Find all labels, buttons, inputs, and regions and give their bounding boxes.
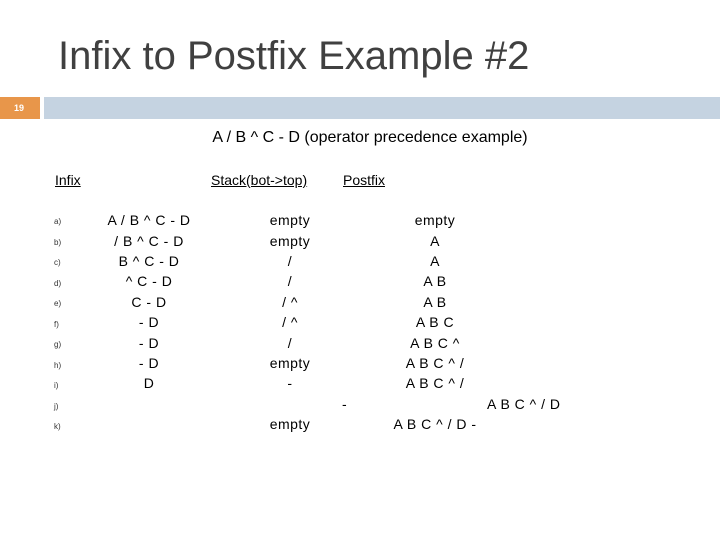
infix-cell: - D — [138, 314, 160, 330]
infix-cell: - D — [138, 355, 160, 371]
infix-cell: / B ^ C - D — [114, 233, 184, 249]
slide-title: Infix to Postfix Example #2 — [58, 34, 530, 78]
title-divider-bar — [0, 97, 720, 119]
stack-cell: - — [287, 375, 293, 391]
infix-cell: C - D — [131, 294, 167, 310]
row-label: b) — [54, 238, 62, 247]
row-label: c) — [54, 258, 61, 267]
row-label: f) — [54, 320, 59, 329]
slide-number: 19 — [14, 103, 25, 113]
infix-column-header: Infix — [55, 172, 81, 188]
postfix-cell: A B C ^ / — [405, 375, 465, 391]
postfix-cell: A — [430, 253, 440, 269]
stack-cell: - — [342, 396, 348, 412]
row-label: j) — [54, 402, 59, 411]
stack-cell: / — [287, 253, 293, 269]
postfix-column-header: Postfix — [343, 172, 386, 188]
divider-line — [44, 97, 720, 119]
infix-cell: A / B ^ C - D — [107, 212, 191, 228]
postfix-cell: empty — [414, 212, 456, 228]
row-label: h) — [54, 361, 62, 370]
postfix-cell: A B C ^ / D — [487, 396, 561, 412]
row-label: i) — [54, 381, 59, 390]
infix-cell: D — [143, 375, 155, 391]
row-label: a) — [54, 217, 62, 226]
infix-cell: - D — [138, 335, 160, 351]
stack-cell: empty — [269, 416, 311, 432]
row-label: g) — [54, 340, 62, 349]
stack-cell: empty — [269, 355, 311, 371]
example-expression: A / B ^ C - D (operator precedence example) — [212, 129, 528, 146]
postfix-cell: A B C ^ / D - — [393, 416, 477, 432]
stack-cell: empty — [269, 233, 311, 249]
row-label: e) — [54, 299, 62, 308]
postfix-cell: A B C ^ / — [405, 355, 465, 371]
postfix-cell: A B — [423, 294, 447, 310]
slide-number-badge — [0, 97, 40, 119]
postfix-cell: A — [430, 233, 440, 249]
infix-cell: ^ C - D — [125, 273, 173, 289]
postfix-cell: A B — [423, 273, 447, 289]
stack-cell: / — [287, 335, 293, 351]
row-label: d) — [54, 279, 62, 288]
stack-cell: / ^ — [282, 294, 298, 310]
stack-cell: / ^ — [282, 314, 298, 330]
stack-column-header: Stack(bot->top) — [211, 172, 308, 188]
stack-cell: / — [287, 273, 293, 289]
infix-cell: B ^ C - D — [118, 253, 180, 269]
row-label: k) — [54, 422, 61, 431]
postfix-cell: A B C ^ — [410, 335, 460, 351]
postfix-cell: A B C — [415, 314, 455, 330]
stack-cell: empty — [269, 212, 311, 228]
